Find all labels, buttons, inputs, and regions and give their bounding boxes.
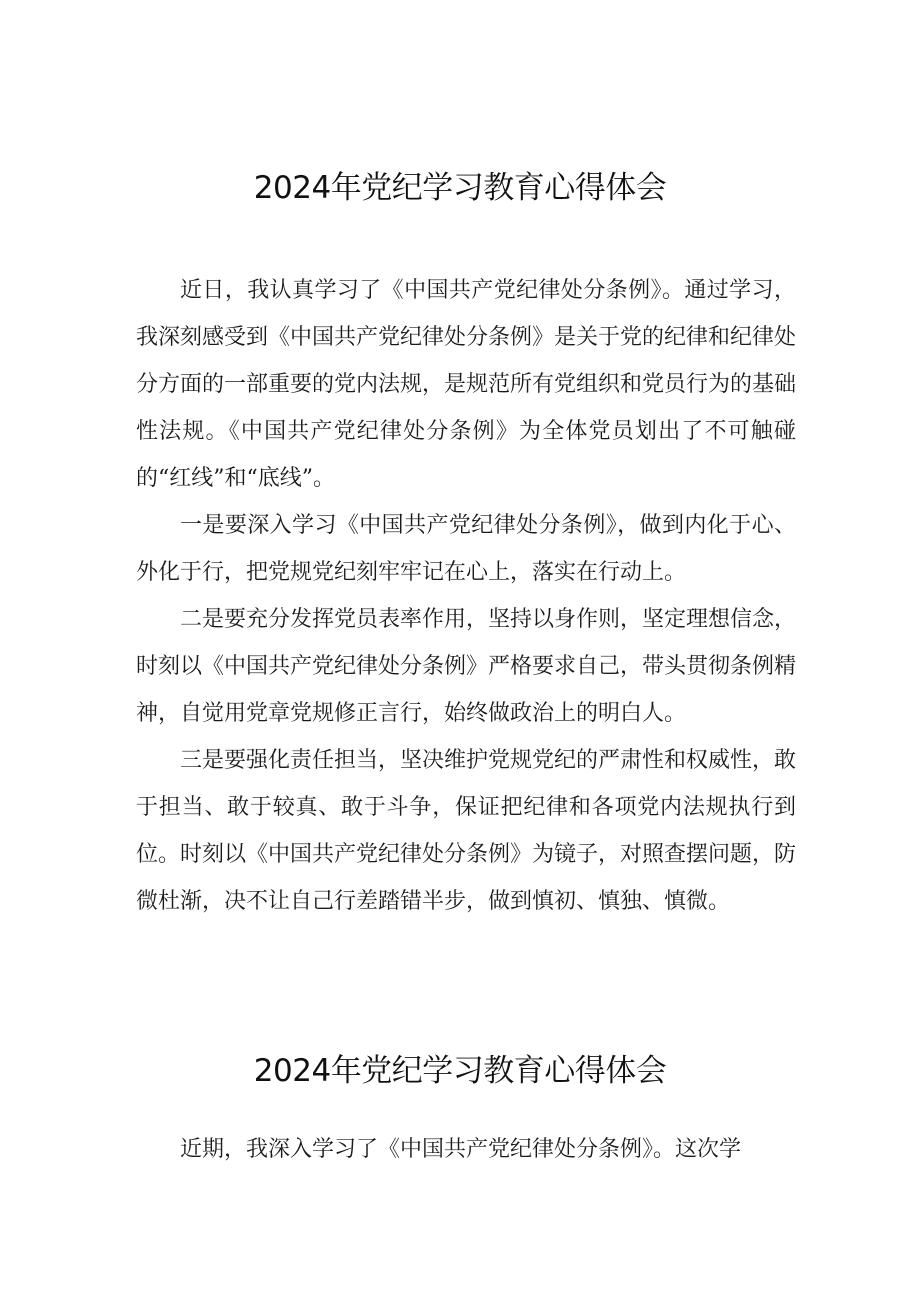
section-2-paragraph-1: 近期，我深入学习了《中国共产党纪律处分条例》。这次学 <box>180 1137 742 1162</box>
section-1-paragraph-1: 近日，我认真学习了《中国共产党纪律处分条例》。通过学习，我深刻感受到《中国共产党纪律处分条例》是关于党的纪律和纪律处分方面的一部重要的党内法规，是规范所有党组织和党员行为的基础性法规。《中国共产党纪律处分条例》为全体党员划出了不可触碰的“红线”和“底线”。 <box>136 278 797 491</box>
section-2-title: 2024年党纪学习教育心得体会 <box>253 1053 667 1089</box>
section-1-paragraph-3: 二是要充分发挥党员表率作用，坚持以身作则，坚定理想信念，时刻以《中国共产党纪律处分条例》严格要求自己，带头贯彻条例精神，自觉用党章党规修正言行，始终做政治上的明白人。 <box>136 607 797 726</box>
section-2-body <box>136 1126 796 1173</box>
section-1-paragraph-4: 三是要强化责任担当，坚决维护党规党纪的严肃性和权威性，敢于担当、敢于较真、敢于斗争，保证把纪律和各项党内法规执行到位。时刻以《中国共产党纪律处分条例》为镜子，对照查摆问题，防微杜渐，决不让自己行差踏错半步，做到慎初、慎独、慎微。 <box>136 748 797 914</box>
section-1-paragraph-2: 一是要深入学习《中国共产党纪律处分条例》，做到内化于心、外化于行，把党规党纪刻牢牢记在心上，落实在行动上。 <box>136 513 796 585</box>
section-1-body <box>136 267 796 925</box>
section-1-title: 2024年党纪学习教育心得体会 <box>253 170 667 206</box>
